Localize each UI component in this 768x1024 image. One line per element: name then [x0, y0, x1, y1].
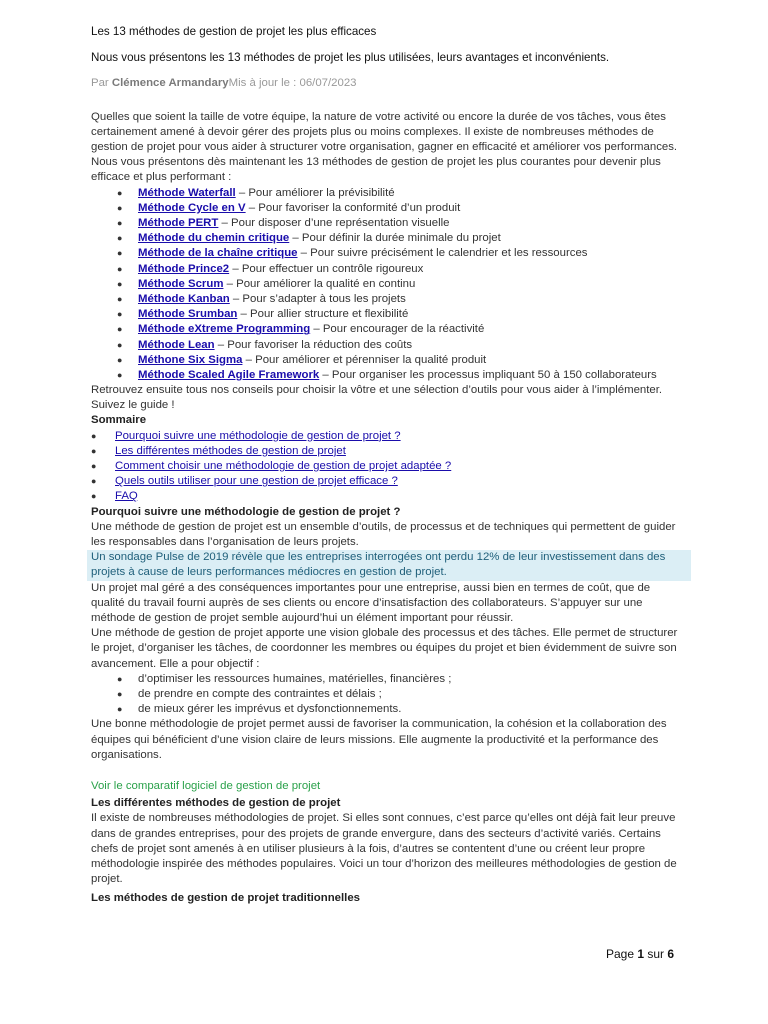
list-item — [91, 231, 681, 246]
subsection-heading: Les méthodes de gestion de projet traditionnelles — [91, 892, 360, 905]
method-link[interactable]: Méthode Cycle en V — [138, 201, 246, 214]
method-link[interactable]: Méthode Scrum — [138, 277, 224, 290]
method-description: – Pour favoriser la conformité d’un produit — [245, 201, 461, 214]
document-subtitle: Nous vous présentons les 13 méthodes de projet les plus utilisées, leurs avantages et inconvénients. — [91, 51, 610, 65]
page-total: 6 — [667, 947, 675, 961]
bullet-icon: ● — [117, 202, 123, 213]
bullet-icon: ● — [117, 689, 123, 700]
objective-text: d’optimiser les ressources humaines, matérielles, financières ; — [138, 672, 452, 685]
page-current: 1 — [637, 947, 645, 961]
of-label: sur — [644, 947, 668, 961]
page-footer — [606, 947, 674, 961]
list-item — [91, 186, 681, 201]
bullet-icon: ● — [91, 491, 97, 502]
author-name: Clémence Armandary — [111, 77, 229, 90]
list-item — [91, 702, 681, 717]
document-title: Les 13 méthodes de gestion de projet les plus efficaces — [91, 25, 377, 38]
method-description: – Pour allier structure et flexibilité — [237, 308, 409, 321]
bullet-icon: ● — [117, 339, 123, 350]
section-paragraph: Une bonne méthodologie de projet permet aussi de favoriser la communication, la cohésion et la collaboration des équipes qui bénéficient d’une vision claire de leurs missions. Elle augmente la productivité et la performance des organisations. — [91, 718, 667, 761]
method-link[interactable]: Méthode du chemin critique — [138, 232, 290, 245]
list-item — [91, 216, 681, 231]
method-description: – Pour encourager de la réactivité — [310, 323, 485, 336]
method-link[interactable]: Méthone Six Sigma — [138, 353, 243, 366]
bullet-icon: ● — [117, 248, 123, 259]
toc-link[interactable]: Comment choisir une méthodologie de gestion de projet adaptée ? — [115, 460, 452, 473]
highlighted-quote: Un sondage Pulse de 2019 révèle que les entreprises interrogées ont perdu 12% de leur investissement dans des projets à cause de leurs performances médiocres en gestion de projet. — [87, 550, 691, 580]
method-link[interactable]: Méthode PERT — [138, 217, 219, 229]
toc-link[interactable]: Pourquoi suivre une méthodologie de gestion de projet ? — [115, 429, 401, 442]
list-item — [91, 307, 681, 322]
section-heading: Les différentes méthodes de gestion de projet — [91, 797, 341, 810]
method-description: – Pour disposer d’une représentation visuelle — [218, 217, 450, 229]
list-item — [91, 459, 681, 474]
method-description: – Pour s’adapter à tous les projets — [229, 292, 406, 305]
bullet-icon: ● — [91, 430, 97, 441]
objectives-list — [91, 672, 681, 718]
method-link[interactable]: Méthode Prince2 — [138, 262, 230, 275]
byline — [91, 76, 681, 91]
list-item — [91, 353, 681, 368]
section-heading: Pourquoi suivre une méthodologie de gestion de projet ? — [91, 505, 401, 518]
list-item — [91, 338, 681, 353]
section-paragraph: Une méthode de gestion de projet est un ensemble d’outils, de processus et de techniques qui permettent de guider les responsables dans l’organisation de leurs projets. — [91, 520, 676, 549]
bullet-icon: ● — [91, 445, 97, 456]
bullet-icon: ● — [117, 309, 123, 320]
document-page — [91, 24, 681, 907]
section-paragraph: Il existe de nombreuses méthodologies de projet. Si elles sont connues, c’est parce qu’elles ont déjà fait leur preuve dans de grandes entreprises, pour des projets de grande envergure, dans des secteurs d’activité variés. Certains chefs de projet sont amenés à en utiliser plusieurs à la fois, d’autres se contentent d’une ou créent leur propre méthodologie inspirée des méthodes populaires. Voici un tour d’horizon des meilleures méthodologies de gestion de projet. — [91, 812, 677, 886]
toc-link[interactable]: Quels outils utiliser pour une gestion de projet efficace ? — [115, 475, 398, 488]
method-description: – Pour favoriser la réduction des coûts — [214, 338, 413, 351]
method-link[interactable]: Méthode eXtreme Programming — [138, 323, 311, 336]
bullet-icon: ● — [117, 263, 123, 274]
table-of-contents — [91, 429, 681, 505]
list-item — [91, 292, 681, 307]
bullet-icon: ● — [117, 704, 123, 715]
summary-heading: Sommaire — [91, 414, 147, 427]
section-paragraph: Une méthode de gestion de projet apporte une vision globale des processus et des tâches. Elle permet de structurer le projet, d’organiser les tâches, de coordonner les membres ou équipes du projet et bien évidemment de suivre son avancement. Elle a pour objectif : — [91, 627, 678, 670]
list-item — [91, 489, 681, 504]
method-link[interactable]: Méthode Kanban — [138, 292, 230, 305]
bullet-icon: ● — [91, 461, 97, 472]
bullet-icon: ● — [117, 673, 123, 684]
intro-paragraph: Quelles que soient la taille de votre équipe, la nature de votre activité ou encore la durée de vos tâches, vous êtes certainement amené à devoir gérer des projets plus ou moins complexes. Il existe de nombreuses méthodes de gestion de projet pour vous aider à structurer votre organisation, gagner en efficacité et améliorer vos performances. — [91, 110, 678, 154]
method-description: – Pour organiser les processus impliquant 50 à 150 collaborateurs — [319, 368, 657, 381]
list-item — [91, 444, 681, 459]
method-description: – Pour définir la durée minimale du projet — [289, 232, 501, 245]
list-item — [91, 262, 681, 277]
method-description: – Pour suivre précisément le calendrier et les ressources — [297, 247, 588, 260]
bullet-icon: ● — [91, 476, 97, 487]
list-item — [91, 368, 681, 383]
bullet-icon: ● — [117, 354, 123, 365]
method-link[interactable]: Méthode Srumban — [138, 308, 238, 321]
bullet-icon: ● — [117, 187, 123, 198]
list-item — [91, 322, 681, 337]
bullet-icon: ● — [117, 324, 123, 335]
intro — [91, 110, 681, 186]
after-methods-paragraph: Retrouvez ensuite tous nos conseils pour choisir la vôtre et une sélection d’outils pour vous aider à l’implémenter. Suivez le guide ! — [91, 384, 663, 412]
comparatif-link[interactable]: Voir le comparatif logiciel de gestion de projet — [91, 780, 321, 793]
list-item — [91, 246, 681, 261]
bullet-icon: ● — [117, 218, 123, 228]
method-link[interactable]: Méthode Lean — [138, 338, 215, 351]
toc-link[interactable]: FAQ — [115, 490, 138, 503]
intro-paragraph: Nous vous présentons dès maintenant les 13 méthodes de gestion de projet les plus courantes pour devenir plus efficace et plus performant : — [91, 156, 661, 184]
list-item — [91, 687, 681, 702]
method-description: – Pour effectuer un contrôle rigoureux — [229, 262, 424, 275]
method-link[interactable]: Méthode Scaled Agile Framework — [138, 368, 320, 381]
list-item — [91, 474, 681, 489]
method-description: – Pour améliorer et pérenniser la qualité produit — [242, 353, 487, 366]
bullet-icon: ● — [117, 233, 123, 244]
bullet-icon: ● — [117, 278, 123, 289]
method-link[interactable]: Méthode Waterfall — [138, 186, 236, 199]
objective-text: de prendre en compte des contraintes et délais ; — [138, 688, 382, 701]
methods-list — [91, 186, 681, 383]
objective-text: de mieux gérer les imprévus et dysfonctionnements. — [138, 703, 402, 716]
list-item — [91, 429, 681, 444]
bullet-icon: ● — [117, 369, 123, 380]
section-paragraph: Un projet mal géré a des conséquences importantes pour une entreprise, aussi bien en termes de coût, que de qualité du travail fourni auprès de ses clients ou encore d’insatisfaction des collaborateurs. S’appuyer sur une méthode de gestion de projet semble aujourd’hui un élément important pour réussir. — [91, 581, 651, 625]
bullet-icon: ● — [117, 293, 123, 304]
byline-prefix: Par — [91, 77, 112, 90]
method-description: – Pour améliorer la prévisibilité — [235, 186, 395, 199]
list-item — [91, 201, 681, 216]
list-item — [91, 672, 681, 687]
method-description: – Pour améliorer la qualité en continu — [223, 277, 416, 290]
toc-link[interactable]: Les différentes méthodes de gestion de projet — [115, 444, 346, 457]
page-label: Page — [606, 947, 638, 961]
list-item — [91, 277, 681, 292]
updated-date: Mis à jour le : 06/07/2023 — [228, 77, 357, 90]
method-link[interactable]: Méthode de la chaîne critique — [138, 247, 298, 260]
